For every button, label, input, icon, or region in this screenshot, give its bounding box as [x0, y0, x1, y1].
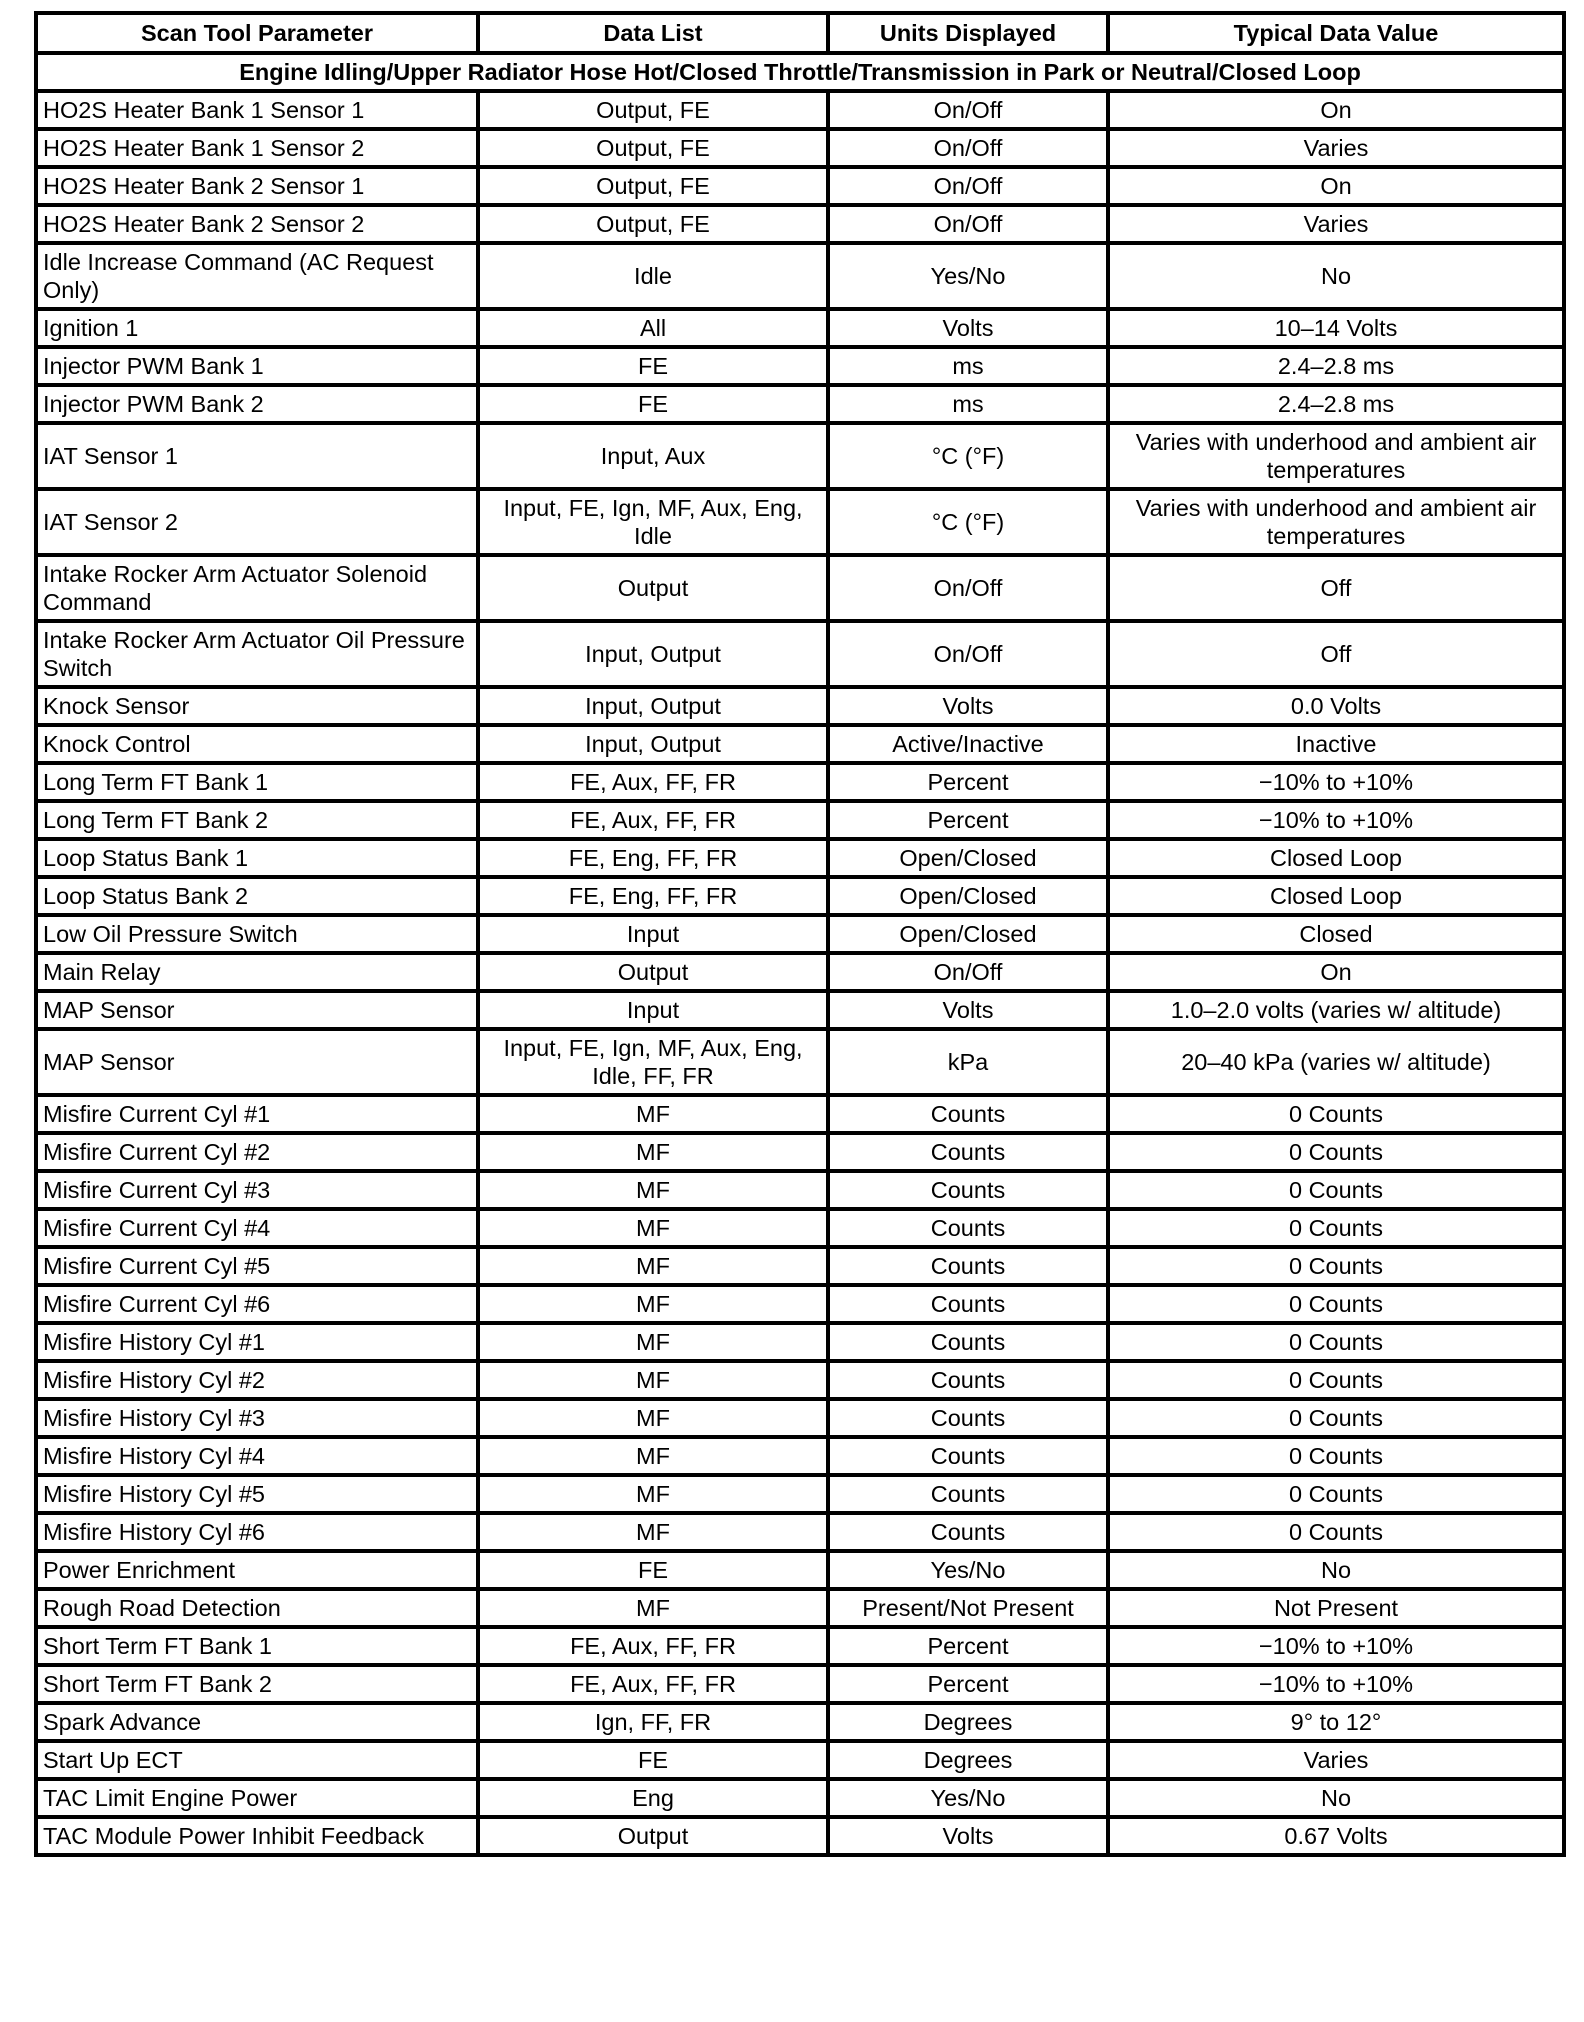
section-row: [36, 53, 1564, 91]
cell-units: Volts: [828, 991, 1108, 1029]
cell-data-list: FE, Aux, FF, FR: [478, 1627, 828, 1665]
cell-parameter: Low Oil Pressure Switch: [36, 915, 478, 953]
cell-parameter: Short Term FT Bank 2: [36, 1665, 478, 1703]
cell-units: On/Off: [828, 167, 1108, 205]
cell-parameter: Misfire Current Cyl #2: [36, 1133, 478, 1171]
cell-data-list: FE: [478, 385, 828, 423]
cell-typical-value: Varies: [1108, 205, 1564, 243]
table-row: [36, 1817, 1564, 1855]
cell-parameter: Ignition 1: [36, 309, 478, 347]
cell-data-list: Output: [478, 555, 828, 621]
table-row: [36, 1323, 1564, 1361]
cell-data-list: MF: [478, 1513, 828, 1551]
cell-data-list: Output: [478, 1817, 828, 1855]
cell-parameter: Misfire History Cyl #2: [36, 1361, 478, 1399]
cell-typical-value: 0 Counts: [1108, 1399, 1564, 1437]
cell-units: °C (°F): [828, 423, 1108, 489]
cell-typical-value: −10% to +10%: [1108, 1665, 1564, 1703]
cell-units: Volts: [828, 1817, 1108, 1855]
cell-typical-value: On: [1108, 953, 1564, 991]
table-row: [36, 763, 1564, 801]
header-units-displayed: Units Displayed: [828, 13, 1108, 53]
cell-parameter: Misfire Current Cyl #5: [36, 1247, 478, 1285]
cell-data-list: FE, Eng, FF, FR: [478, 877, 828, 915]
cell-units: Counts: [828, 1209, 1108, 1247]
cell-parameter: Misfire Current Cyl #1: [36, 1095, 478, 1133]
cell-data-list: Output, FE: [478, 205, 828, 243]
cell-units: ms: [828, 385, 1108, 423]
cell-units: Counts: [828, 1285, 1108, 1323]
cell-typical-value: Varies with underhood and ambient air temperatures: [1108, 489, 1564, 555]
table-row: [36, 385, 1564, 423]
cell-units: Counts: [828, 1399, 1108, 1437]
cell-units: Counts: [828, 1361, 1108, 1399]
cell-units: ms: [828, 347, 1108, 385]
cell-parameter: HO2S Heater Bank 1 Sensor 1: [36, 91, 478, 129]
cell-units: Counts: [828, 1133, 1108, 1171]
table-row: [36, 1095, 1564, 1133]
cell-units: On/Off: [828, 621, 1108, 687]
cell-parameter: Rough Road Detection: [36, 1589, 478, 1627]
table-body: [36, 53, 1564, 1855]
cell-units: Counts: [828, 1247, 1108, 1285]
cell-data-list: Input, Output: [478, 687, 828, 725]
table-row: [36, 1029, 1564, 1095]
cell-parameter: Misfire History Cyl #3: [36, 1399, 478, 1437]
cell-units: Volts: [828, 309, 1108, 347]
cell-parameter: Intake Rocker Arm Actuator Oil Pressure Switch: [36, 621, 478, 687]
cell-parameter: Misfire Current Cyl #4: [36, 1209, 478, 1247]
cell-data-list: MF: [478, 1285, 828, 1323]
cell-data-list: Output, FE: [478, 129, 828, 167]
cell-units: On/Off: [828, 555, 1108, 621]
cell-data-list: MF: [478, 1589, 828, 1627]
cell-units: Open/Closed: [828, 915, 1108, 953]
cell-parameter: HO2S Heater Bank 2 Sensor 2: [36, 205, 478, 243]
table-row: [36, 1551, 1564, 1589]
table-row: [36, 1779, 1564, 1817]
cell-typical-value: −10% to +10%: [1108, 763, 1564, 801]
table-row: [36, 1741, 1564, 1779]
cell-data-list: MF: [478, 1475, 828, 1513]
table-row: [36, 953, 1564, 991]
cell-data-list: FE, Eng, FF, FR: [478, 839, 828, 877]
cell-typical-value: 0 Counts: [1108, 1209, 1564, 1247]
cell-typical-value: Off: [1108, 621, 1564, 687]
cell-units: Open/Closed: [828, 877, 1108, 915]
cell-typical-value: Closed Loop: [1108, 877, 1564, 915]
header-typical-data-value: Typical Data Value: [1108, 13, 1564, 53]
cell-units: Counts: [828, 1437, 1108, 1475]
cell-units: Active/Inactive: [828, 725, 1108, 763]
cell-parameter: Knock Control: [36, 725, 478, 763]
cell-data-list: MF: [478, 1437, 828, 1475]
scan-tool-data-table: [34, 11, 1566, 1857]
cell-data-list: MF: [478, 1171, 828, 1209]
cell-parameter: Misfire Current Cyl #3: [36, 1171, 478, 1209]
cell-parameter: Idle Increase Command (AC Request Only): [36, 243, 478, 309]
table-row: [36, 1133, 1564, 1171]
cell-parameter: Knock Sensor: [36, 687, 478, 725]
cell-units: On/Off: [828, 953, 1108, 991]
table-row: [36, 489, 1564, 555]
cell-typical-value: 9° to 12°: [1108, 1703, 1564, 1741]
table-row: [36, 423, 1564, 489]
cell-data-list: MF: [478, 1133, 828, 1171]
header-data-list: Data List: [478, 13, 828, 53]
table-row: [36, 129, 1564, 167]
cell-parameter: Intake Rocker Arm Actuator Solenoid Command: [36, 555, 478, 621]
cell-units: kPa: [828, 1029, 1108, 1095]
cell-data-list: Input, FE, Ign, MF, Aux, Eng, Idle, FF, FR: [478, 1029, 828, 1095]
cell-typical-value: −10% to +10%: [1108, 801, 1564, 839]
cell-parameter: Misfire History Cyl #6: [36, 1513, 478, 1551]
cell-typical-value: Closed Loop: [1108, 839, 1564, 877]
cell-units: Percent: [828, 801, 1108, 839]
cell-units: Open/Closed: [828, 839, 1108, 877]
cell-typical-value: 0 Counts: [1108, 1095, 1564, 1133]
cell-data-list: All: [478, 309, 828, 347]
cell-typical-value: Not Present: [1108, 1589, 1564, 1627]
cell-typical-value: No: [1108, 1551, 1564, 1589]
cell-parameter: Misfire History Cyl #4: [36, 1437, 478, 1475]
table-row: [36, 167, 1564, 205]
cell-units: Percent: [828, 763, 1108, 801]
cell-units: Counts: [828, 1095, 1108, 1133]
cell-units: Degrees: [828, 1703, 1108, 1741]
cell-parameter: Long Term FT Bank 2: [36, 801, 478, 839]
cell-data-list: FE, Aux, FF, FR: [478, 801, 828, 839]
cell-typical-value: 20–40 kPa (varies w/ altitude): [1108, 1029, 1564, 1095]
cell-typical-value: 10–14 Volts: [1108, 309, 1564, 347]
cell-units: °C (°F): [828, 489, 1108, 555]
cell-data-list: MF: [478, 1323, 828, 1361]
table-row: [36, 687, 1564, 725]
cell-typical-value: 0 Counts: [1108, 1513, 1564, 1551]
cell-typical-value: Inactive: [1108, 725, 1564, 763]
cell-data-list: Idle: [478, 243, 828, 309]
header-scan-tool-parameter: Scan Tool Parameter: [36, 13, 478, 53]
table-row: [36, 877, 1564, 915]
scan-tool-data-sheet: [34, 11, 1562, 1857]
cell-typical-value: 0 Counts: [1108, 1133, 1564, 1171]
cell-typical-value: 0.67 Volts: [1108, 1817, 1564, 1855]
cell-parameter: Long Term FT Bank 1: [36, 763, 478, 801]
cell-data-list: MF: [478, 1247, 828, 1285]
cell-data-list: MF: [478, 1209, 828, 1247]
cell-data-list: Input, Aux: [478, 423, 828, 489]
cell-units: Percent: [828, 1627, 1108, 1665]
cell-typical-value: No: [1108, 243, 1564, 309]
table-row: [36, 839, 1564, 877]
cell-parameter: Start Up ECT: [36, 1741, 478, 1779]
cell-data-list: Ign, FF, FR: [478, 1703, 828, 1741]
cell-typical-value: On: [1108, 91, 1564, 129]
cell-typical-value: Varies with underhood and ambient air temperatures: [1108, 423, 1564, 489]
cell-units: Yes/No: [828, 243, 1108, 309]
cell-typical-value: 0 Counts: [1108, 1171, 1564, 1209]
cell-typical-value: −10% to +10%: [1108, 1627, 1564, 1665]
cell-units: Yes/No: [828, 1551, 1108, 1589]
cell-typical-value: 0.0 Volts: [1108, 687, 1564, 725]
cell-typical-value: 0 Counts: [1108, 1475, 1564, 1513]
cell-units: Degrees: [828, 1741, 1108, 1779]
table-row: [36, 1171, 1564, 1209]
cell-data-list: Input, FE, Ign, MF, Aux, Eng, Idle: [478, 489, 828, 555]
cell-typical-value: 0 Counts: [1108, 1361, 1564, 1399]
cell-parameter: Injector PWM Bank 2: [36, 385, 478, 423]
cell-parameter: MAP Sensor: [36, 991, 478, 1029]
cell-data-list: FE, Aux, FF, FR: [478, 1665, 828, 1703]
cell-parameter: Loop Status Bank 2: [36, 877, 478, 915]
cell-data-list: Output, FE: [478, 167, 828, 205]
table-row: [36, 1665, 1564, 1703]
cell-parameter: Misfire History Cyl #5: [36, 1475, 478, 1513]
table-row: [36, 725, 1564, 763]
table-row: [36, 1589, 1564, 1627]
cell-data-list: Output, FE: [478, 91, 828, 129]
cell-typical-value: On: [1108, 167, 1564, 205]
cell-parameter: IAT Sensor 1: [36, 423, 478, 489]
cell-data-list: Input, Output: [478, 621, 828, 687]
cell-data-list: Output: [478, 953, 828, 991]
cell-parameter: HO2S Heater Bank 2 Sensor 1: [36, 167, 478, 205]
cell-data-list: Input: [478, 915, 828, 953]
table-row: [36, 1703, 1564, 1741]
cell-data-list: MF: [478, 1361, 828, 1399]
cell-data-list: FE: [478, 1741, 828, 1779]
table-row: [36, 1437, 1564, 1475]
cell-parameter: Main Relay: [36, 953, 478, 991]
cell-parameter: Spark Advance: [36, 1703, 478, 1741]
cell-data-list: Eng: [478, 1779, 828, 1817]
cell-typical-value: 1.0–2.0 volts (varies w/ altitude): [1108, 991, 1564, 1029]
cell-units: Present/Not Present: [828, 1589, 1108, 1627]
cell-parameter: MAP Sensor: [36, 1029, 478, 1095]
cell-parameter: Power Enrichment: [36, 1551, 478, 1589]
table-row: [36, 1627, 1564, 1665]
table-row: [36, 1285, 1564, 1323]
cell-typical-value: Closed: [1108, 915, 1564, 953]
table-row: [36, 1475, 1564, 1513]
table-row: [36, 1361, 1564, 1399]
cell-units: On/Off: [828, 205, 1108, 243]
cell-typical-value: Varies: [1108, 1741, 1564, 1779]
cell-data-list: MF: [478, 1399, 828, 1437]
table-row: [36, 621, 1564, 687]
cell-data-list: FE: [478, 1551, 828, 1589]
cell-data-list: Input: [478, 991, 828, 1029]
cell-units: Counts: [828, 1475, 1108, 1513]
cell-typical-value: 2.4–2.8 ms: [1108, 385, 1564, 423]
cell-units: Counts: [828, 1513, 1108, 1551]
cell-typical-value: 0 Counts: [1108, 1437, 1564, 1475]
cell-data-list: Input, Output: [478, 725, 828, 763]
cell-typical-value: 0 Counts: [1108, 1247, 1564, 1285]
cell-data-list: FE: [478, 347, 828, 385]
cell-typical-value: Varies: [1108, 129, 1564, 167]
cell-units: On/Off: [828, 129, 1108, 167]
cell-typical-value: 0 Counts: [1108, 1323, 1564, 1361]
cell-parameter: TAC Limit Engine Power: [36, 1779, 478, 1817]
table-row: [36, 555, 1564, 621]
cell-units: On/Off: [828, 91, 1108, 129]
cell-units: Volts: [828, 687, 1108, 725]
cell-parameter: Injector PWM Bank 1: [36, 347, 478, 385]
table-row: [36, 347, 1564, 385]
cell-parameter: Loop Status Bank 1: [36, 839, 478, 877]
cell-data-list: MF: [478, 1095, 828, 1133]
cell-parameter: Misfire History Cyl #1: [36, 1323, 478, 1361]
cell-units: Percent: [828, 1665, 1108, 1703]
table-row: [36, 1247, 1564, 1285]
cell-parameter: TAC Module Power Inhibit Feedback: [36, 1817, 478, 1855]
section-title: Engine Idling/Upper Radiator Hose Hot/Closed Throttle/Transmission in Park or Neutral/Closed Loop: [36, 53, 1564, 91]
cell-parameter: Short Term FT Bank 1: [36, 1627, 478, 1665]
cell-parameter: IAT Sensor 2: [36, 489, 478, 555]
table-row: [36, 1209, 1564, 1247]
table-row: [36, 309, 1564, 347]
table-row: [36, 91, 1564, 129]
cell-units: Counts: [828, 1323, 1108, 1361]
cell-typical-value: 0 Counts: [1108, 1285, 1564, 1323]
cell-parameter: Misfire Current Cyl #6: [36, 1285, 478, 1323]
table-header-row: [36, 13, 1564, 53]
cell-typical-value: Off: [1108, 555, 1564, 621]
table-row: [36, 243, 1564, 309]
cell-parameter: HO2S Heater Bank 1 Sensor 2: [36, 129, 478, 167]
cell-typical-value: No: [1108, 1779, 1564, 1817]
cell-typical-value: 2.4–2.8 ms: [1108, 347, 1564, 385]
cell-units: Yes/No: [828, 1779, 1108, 1817]
table-row: [36, 801, 1564, 839]
cell-units: Counts: [828, 1171, 1108, 1209]
cell-data-list: FE, Aux, FF, FR: [478, 763, 828, 801]
table-row: [36, 991, 1564, 1029]
table-row: [36, 915, 1564, 953]
table-row: [36, 1513, 1564, 1551]
table-row: [36, 205, 1564, 243]
table-row: [36, 1399, 1564, 1437]
